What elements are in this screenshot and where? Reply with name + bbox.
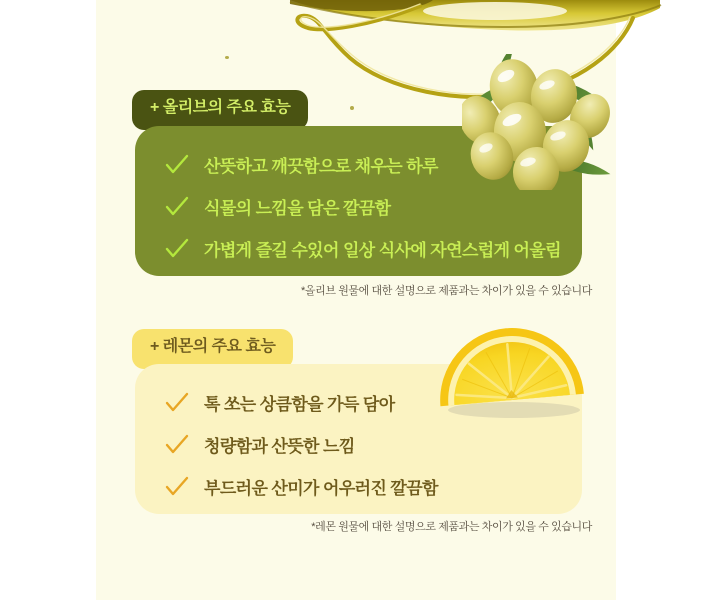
- check-icon: [165, 434, 189, 454]
- check-icon: [165, 238, 189, 258]
- lemon-section-badge: [132, 329, 293, 369]
- lemon-disclaimer: *레몬 원물에 대한 설명으로 제품과는 차이가 있을 수 있습니다: [311, 521, 592, 533]
- oil-droplet-speck: [225, 56, 229, 59]
- lemon-benefit-item: [165, 473, 582, 499]
- lemon-wedge-photo: [434, 320, 590, 422]
- olive-section-badge: [132, 90, 308, 130]
- lemon-badge-label: + 레몬의 주요 효능: [150, 338, 276, 355]
- olive-badge-label: + 올리브의 주요 효능: [150, 99, 291, 116]
- lemon-benefit-item: [165, 431, 582, 457]
- olive-benefit-text: 산뜻하고 깨끗함으로 채우는 하루: [204, 156, 438, 176]
- oil-droplet-speck: [350, 106, 354, 110]
- check-icon: [165, 476, 189, 496]
- olive-benefit-item: [165, 193, 582, 219]
- check-icon: [165, 196, 189, 216]
- green-olives-photo: [462, 54, 614, 190]
- olive-benefit-text: 가볍게 즐길 수있어 일상 식사에 자연스럽게 어울림: [204, 240, 562, 260]
- lemon-benefit-text: 톡 쏘는 상큼함을 가득 담아: [204, 394, 395, 414]
- lemon-benefit-text: 청량함과 산뜻한 느낌: [204, 436, 355, 456]
- lemon-benefit-text: 부드러운 산미가 어우러진 깔끔함: [204, 478, 438, 498]
- check-icon: [165, 392, 189, 412]
- check-icon: [165, 154, 189, 174]
- olive-disclaimer: *올리브 원물에 대한 설명으로 제품과는 차이가 있을 수 있습니다: [300, 285, 592, 297]
- olive-benefit-item: [165, 235, 582, 261]
- olive-benefit-text: 식물의 느낌을 담은 깔끔함: [204, 198, 391, 218]
